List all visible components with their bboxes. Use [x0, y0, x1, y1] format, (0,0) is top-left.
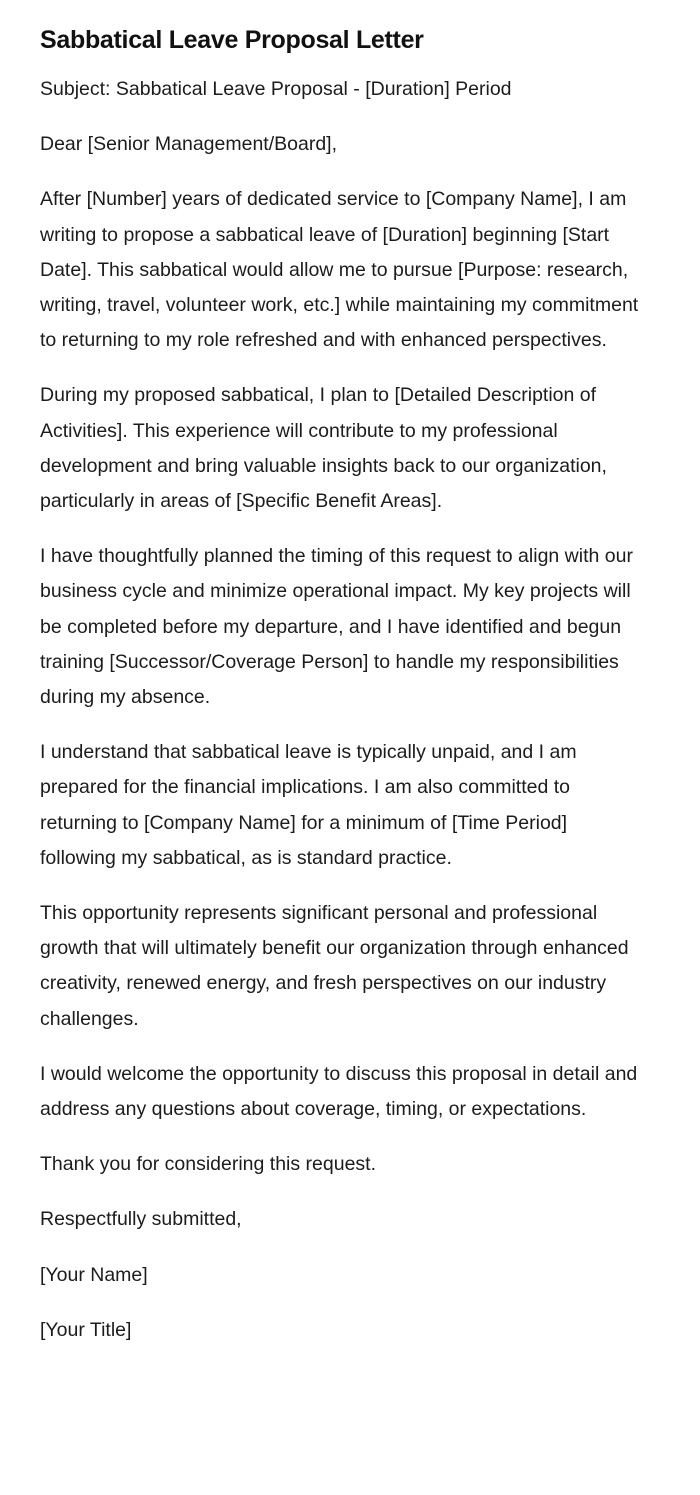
body-paragraph-6: I would welcome the opportunity to discuss this proposal in detail and address any questions about coverage, timing, or expectations.	[40, 1062, 638, 1121]
signature-title: [Your Title]	[40, 1318, 132, 1341]
body-paragraph-2: During my proposed sabbatical, I plan to [Detailed Description of Activities]. This experience will contribute to my professional development and bring valuable insights back to our organization, particularly in areas of [Specific Benefit Areas].	[40, 384, 607, 513]
body-paragraph-4: I understand that sabbatical leave is typically unpaid, and I am prepared for the financial implications. I am also committed to returning to [Company Name] for a minimum of [Time Period] following my sabbatical, as is standard practice.	[40, 741, 577, 869]
salutation: Dear [Senior Management/Board],	[40, 133, 337, 156]
closing-line: Respectfully submitted,	[40, 1208, 242, 1231]
body-paragraph-3: I have thoughtfully planned the timing of this request to align with our business cycle and minimize operational impact. My key projects will be completed before my departure, and I have identified and begun training [Successor/Coverage Person] to handle my responsibilities during my absence.	[40, 545, 633, 709]
thanks-line: Thank you for considering this request.	[40, 1153, 377, 1176]
body-paragraph-1: After [Number] years of dedicated service to [Company Name], I am writing to propose a sabbatical leave of [Duration] beginning [Start Date]. This sabbatical would allow me to pursue [Purpose: research, writing, travel, volunteer work, etc.] while maintaining my commitment to returning to my role refreshed and with enhanced perspectives.	[40, 188, 639, 352]
signature-name: [Your Name]	[40, 1263, 148, 1286]
page-title: Sabbatical Leave Proposal Letter	[40, 26, 424, 54]
subject-line: Subject: Sabbatical Leave Proposal - [Duration] Period	[40, 78, 512, 100]
body-paragraph-5: This opportunity represents significant personal and professional growth that will ultimately benefit our organization through enhanced creativity, renewed energy, and fresh perspectives on our industry challenges.	[40, 902, 629, 1030]
